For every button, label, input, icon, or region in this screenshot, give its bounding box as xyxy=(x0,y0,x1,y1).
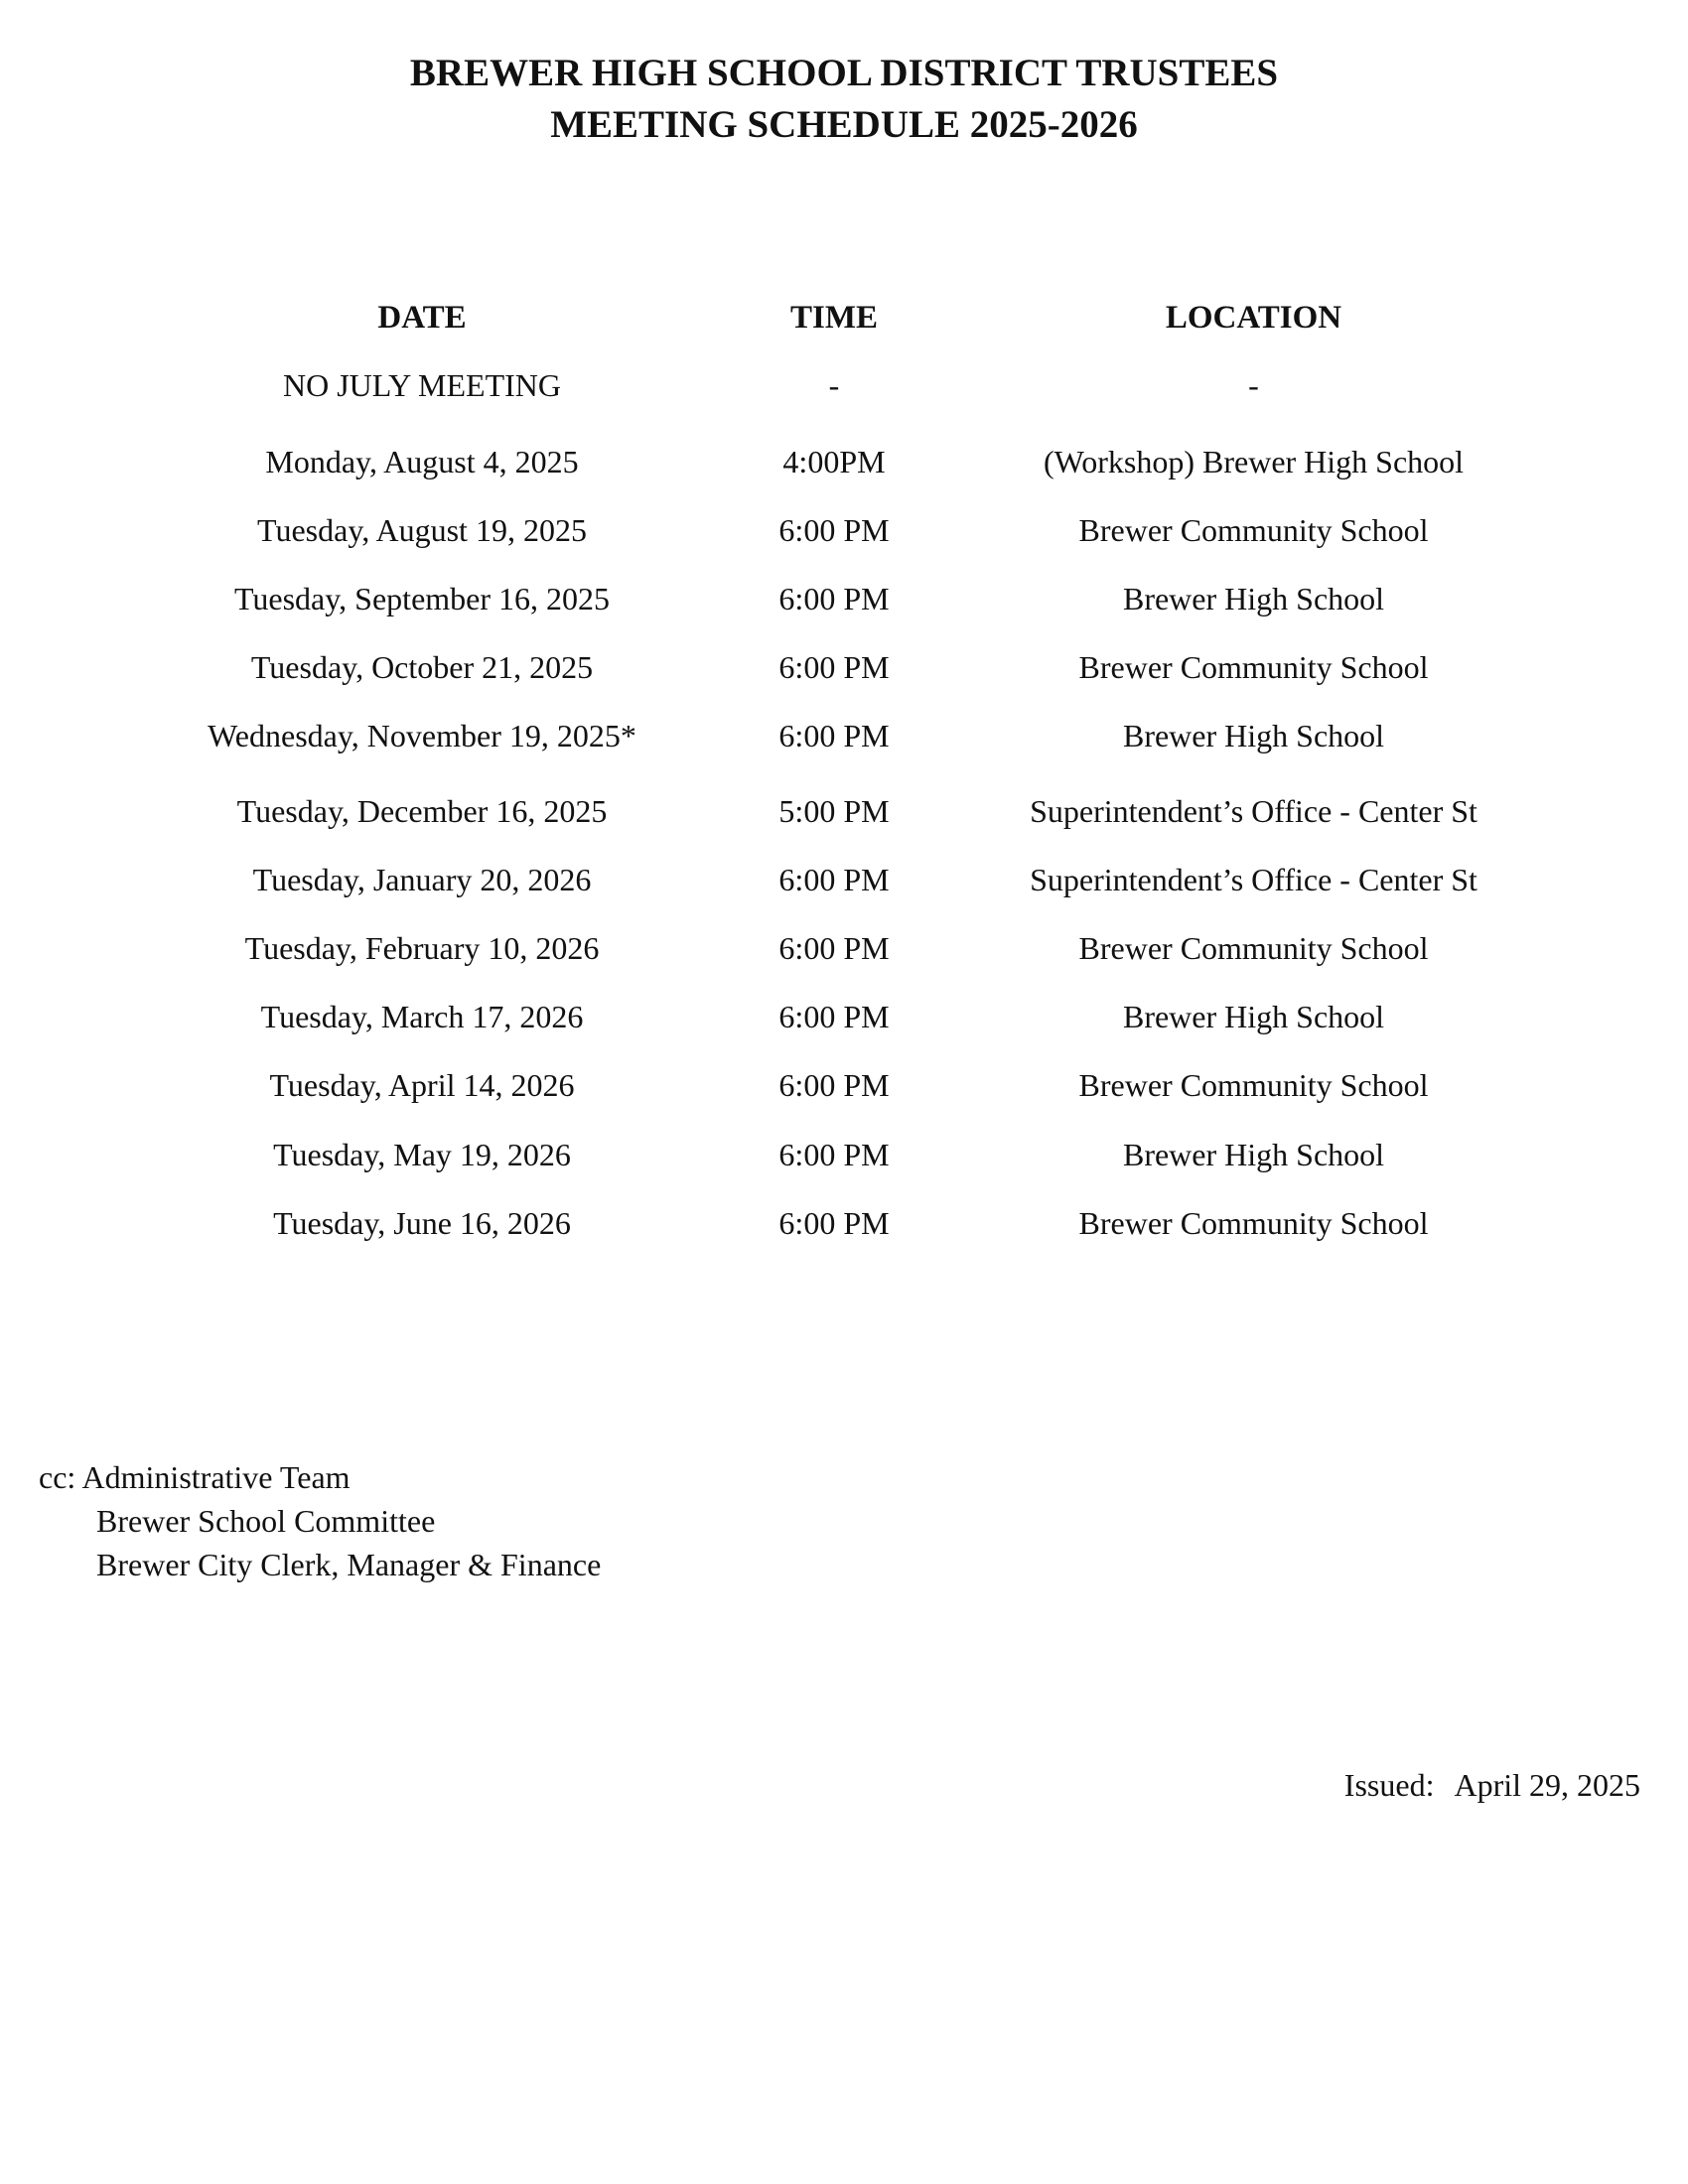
document-subtitle: MEETING SCHEDULE 2025-2026 xyxy=(550,103,1138,146)
row-date: Tuesday, March 17, 2026 xyxy=(260,999,584,1034)
row-date: Tuesday, September 16, 2025 xyxy=(233,581,611,616)
row-location: Superintendent’s Office - Center St xyxy=(1030,793,1477,829)
row-time: 6:00 PM xyxy=(778,1205,890,1241)
row-time: 6:00 PM xyxy=(778,512,890,548)
header-location: LOCATION xyxy=(1165,300,1342,336)
row-date: Tuesday, April 14, 2026 xyxy=(269,1067,575,1103)
cc-line-committee: Brewer School Committee xyxy=(96,1503,436,1539)
table-row xyxy=(0,791,1688,831)
row-date: Tuesday, May 19, 2026 xyxy=(273,1137,571,1172)
row-time: 6:00 PM xyxy=(778,862,890,897)
table-row xyxy=(0,365,1688,405)
row-location: (Workshop) Brewer High School xyxy=(1043,444,1465,479)
row-time: 6:00 PM xyxy=(778,1067,890,1103)
row-location: Brewer Community School xyxy=(1078,1205,1429,1241)
row-date: Tuesday, June 16, 2026 xyxy=(273,1205,571,1241)
table-row xyxy=(0,997,1688,1036)
row-location: Brewer Community School xyxy=(1078,649,1429,685)
row-time: 6:00 PM xyxy=(778,649,890,685)
row-date: Monday, August 4, 2025 xyxy=(265,444,579,479)
row-date: Tuesday, February 10, 2026 xyxy=(244,930,600,966)
row-date: Wednesday, November 19, 2025* xyxy=(208,718,636,753)
issued-label: Issued: xyxy=(1343,1767,1435,1803)
row-date: NO JULY MEETING xyxy=(282,367,561,403)
header-time: TIME xyxy=(789,300,878,336)
row-location: Superintendent’s Office - Center St xyxy=(1030,862,1477,897)
row-location: - xyxy=(1248,367,1259,403)
header-date: DATE xyxy=(377,300,467,336)
row-location: Brewer Community School xyxy=(1078,1067,1429,1103)
row-time: 6:00 PM xyxy=(778,1137,890,1172)
row-time: 6:00 PM xyxy=(778,999,890,1034)
row-location: Brewer High School xyxy=(1122,718,1385,753)
row-location: Brewer High School xyxy=(1122,581,1385,616)
table-row xyxy=(0,928,1688,968)
row-time: 6:00 PM xyxy=(778,718,890,753)
issued-line xyxy=(1344,1769,1640,1801)
table-row xyxy=(0,442,1688,481)
row-location: Brewer High School xyxy=(1122,1137,1385,1172)
table-row xyxy=(0,716,1688,755)
table-row xyxy=(0,860,1688,899)
document-title: BREWER HIGH SCHOOL DISTRICT TRUSTEES xyxy=(409,52,1279,94)
table-row xyxy=(0,1203,1688,1243)
row-date: Tuesday, January 20, 2026 xyxy=(252,862,592,897)
issued-date: April 29, 2025 xyxy=(1454,1767,1640,1803)
table-row xyxy=(0,647,1688,687)
cc-line-city-clerk: Brewer City Clerk, Manager & Finance xyxy=(96,1547,602,1582)
row-time: 4:00PM xyxy=(782,444,886,479)
table-row xyxy=(0,1065,1688,1105)
row-date: Tuesday, October 21, 2025 xyxy=(250,649,594,685)
row-date: Tuesday, December 16, 2025 xyxy=(236,793,608,829)
row-time: 6:00 PM xyxy=(778,581,890,616)
row-date: Tuesday, August 19, 2025 xyxy=(257,512,587,548)
row-time: 6:00 PM xyxy=(778,930,890,966)
row-location: Brewer Community School xyxy=(1078,512,1429,548)
row-time: - xyxy=(828,367,840,403)
cc-line-administrative: cc: Administrative Team xyxy=(39,1459,351,1495)
row-location: Brewer Community School xyxy=(1078,930,1429,966)
table-row xyxy=(0,510,1688,550)
table-row xyxy=(0,1135,1688,1174)
row-location: Brewer High School xyxy=(1122,999,1385,1034)
row-time: 5:00 PM xyxy=(778,793,890,829)
table-row xyxy=(0,579,1688,618)
